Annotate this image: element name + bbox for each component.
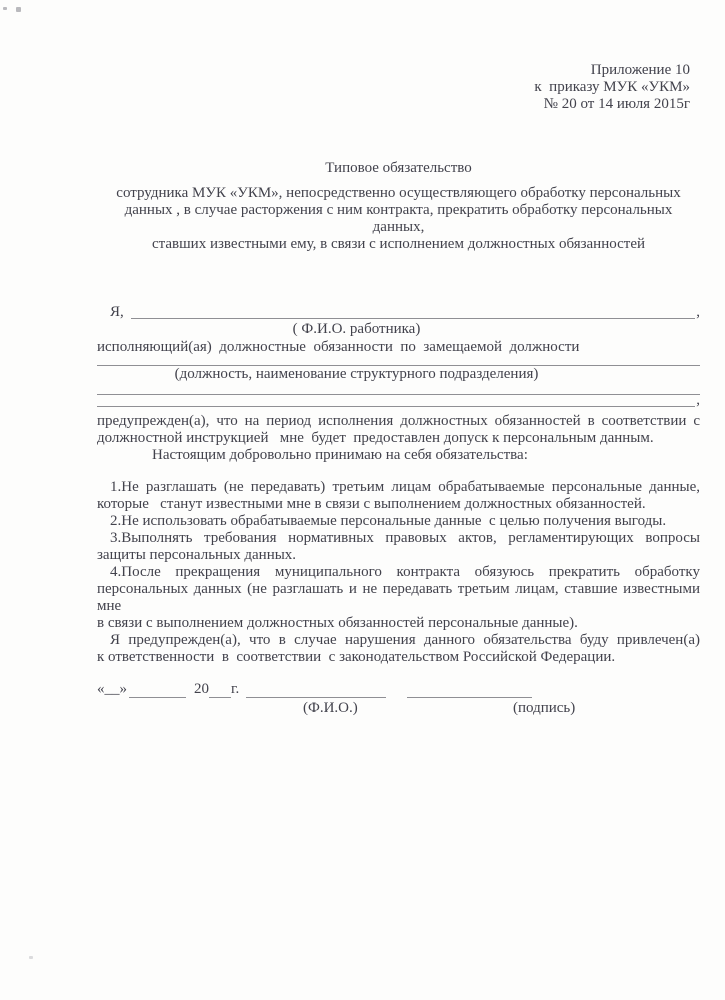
date-fill-line <box>129 685 186 698</box>
header-note <box>97 62 700 113</box>
signature-sign-line <box>407 685 532 698</box>
signature-row <box>97 681 700 698</box>
warned-line: должностной инструкцией мне будет предоставлен допуск к персональным данным. <box>97 430 654 446</box>
signature-fio-line <box>246 685 386 698</box>
fio-caption: ( Ф.И.О. работника) <box>292 321 421 337</box>
signature-fio-caption: (Ф.И.О.) <box>303 700 358 716</box>
name-row <box>97 304 700 321</box>
obligation-4-line: персональных данных (не разглашать и не передавать третьим лицам, ставшие известными мне <box>97 581 700 614</box>
intro-line: данных , в случае расторжения с ним контракта, прекратить обработку персональных данных, <box>124 202 680 235</box>
intro-line: сотрудника МУК «УКМ», непосредственно осуществляющего обработку персональных <box>116 185 681 201</box>
position-caption: (должность, наименование структурного подразделения) <box>174 366 539 382</box>
position-fill-line <box>97 356 700 366</box>
scan-artifact <box>29 956 33 959</box>
warning-line: Я предупрежден(а), что в случае нарушения данного обязательства буду привлечен(а) <box>110 632 700 648</box>
year-suffix: г. <box>231 681 240 697</box>
year-fill-line <box>209 685 231 698</box>
name-row-label: Я, <box>110 304 124 320</box>
accept-line: Настоящим добровольно принимаю на себя обязательства: <box>152 447 528 463</box>
scan-artifact <box>16 7 21 12</box>
obligation-3-line: 3.Выполнять требования нормативных правовых актов, регламентирующих вопросы <box>110 530 700 546</box>
warned-line: предупрежден(а), что на период исполнения должностных обязанностей в соответствии с <box>97 413 700 429</box>
blank-fill-row <box>97 392 700 409</box>
document-title: Типовое обязательство <box>325 160 472 176</box>
name-row-comma: , <box>696 304 700 320</box>
obligation-4-line: 4.После прекращения муниципального контракта обязуюсь прекратить обработку <box>110 564 700 580</box>
signature-captions <box>97 700 700 717</box>
warning-line: к ответственности в соответствии с законодательством Российской Федерации. <box>97 649 616 665</box>
blank-fill-line <box>97 392 695 407</box>
intro-line: ставших известными ему, в связи с исполнением должностных обязанностей <box>151 236 646 252</box>
date-quote-blank: «__» <box>97 681 127 697</box>
obligation-1-line: которые станут известными мне в связи с выполнением должностных обязанностей. <box>97 496 646 512</box>
warned-paragraph <box>97 413 700 464</box>
signature-sign-caption: (подпись) <box>513 700 576 716</box>
obligation-3-line: защиты персональных данных. <box>97 547 297 563</box>
obligations-list <box>97 479 700 666</box>
fio-fill-line <box>131 304 695 319</box>
header-note-line: к приказу МУК «УКМ» <box>534 79 690 95</box>
year-prefix: 20 <box>194 681 209 697</box>
header-note-line: № 20 от 14 июля 2015г <box>543 96 690 112</box>
blank-row-comma: , <box>696 392 700 408</box>
intro-paragraph <box>97 185 700 253</box>
obligation-1-line: 1.Не разглашать (не передавать) третьим лицам обрабатываемые персональные данные, <box>110 479 700 495</box>
obligation-4-line: в связи с выполнением должностных обязанностей персональные данные). <box>97 615 578 631</box>
obligation-2-line: 2.Не использовать обрабатываемые персональные данные с целью получения выгоды. <box>110 513 667 529</box>
scan-artifact <box>3 7 7 10</box>
duties-line: исполняющий(ая) должностные обязанности по замещаемой должности <box>97 339 580 355</box>
header-note-line: Приложение 10 <box>590 62 690 78</box>
signature-block <box>97 681 700 717</box>
